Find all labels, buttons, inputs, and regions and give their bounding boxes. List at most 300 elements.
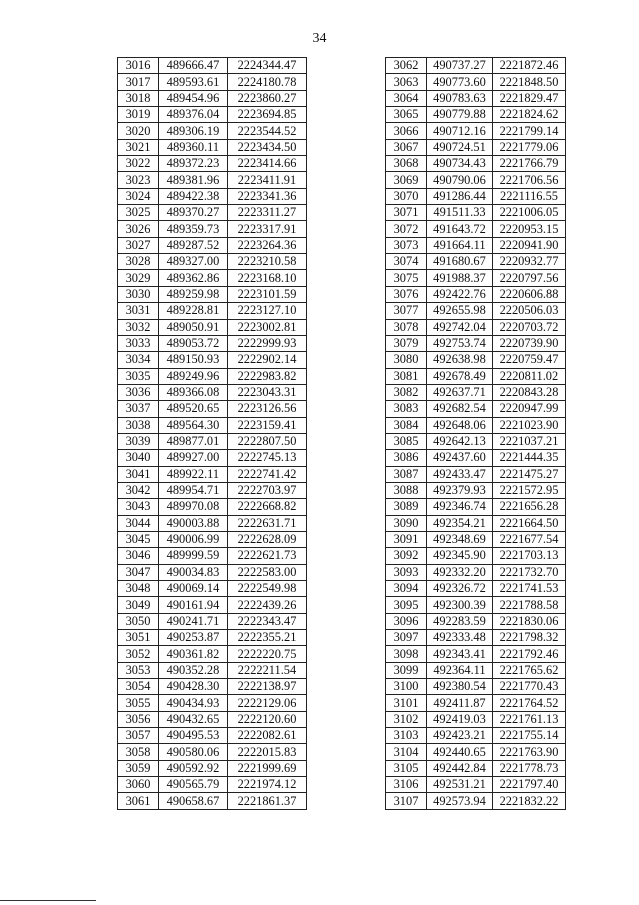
table-row [386,793,566,809]
y-coordinate-cell: 2223317.91 [228,221,307,237]
table-row [386,221,566,237]
x-coordinate-cell: 489954.71 [159,482,228,498]
table-row [118,630,307,646]
table-row [118,728,307,744]
table-row [118,711,307,727]
x-coordinate-cell: 492379.93 [427,482,493,498]
table-row [118,760,307,776]
y-coordinate-cell: 2222983.82 [228,368,307,384]
table-row [118,662,307,678]
y-coordinate-cell: 2222549.98 [228,581,307,597]
y-coordinate-cell: 2220953.15 [493,221,566,237]
x-coordinate-cell: 490034.83 [159,564,228,580]
x-coordinate-cell: 491286.44 [427,188,493,204]
point-number-cell: 3081 [386,368,427,384]
x-coordinate-cell: 489228.81 [159,303,228,319]
point-number-cell: 3059 [118,760,159,776]
table-row [118,777,307,793]
point-number-cell: 3066 [386,123,427,139]
y-coordinate-cell: 2222138.97 [228,679,307,695]
point-number-cell: 3057 [118,728,159,744]
x-coordinate-cell: 492442.84 [427,760,493,776]
y-coordinate-cell: 2221829.47 [493,90,566,106]
point-number-cell: 3074 [386,254,427,270]
y-coordinate-cell: 2222439.26 [228,597,307,613]
point-number-cell: 3089 [386,499,427,515]
point-number-cell: 3018 [118,90,159,106]
x-coordinate-cell: 490790.06 [427,172,493,188]
point-number-cell: 3071 [386,205,427,221]
y-coordinate-cell: 2222082.61 [228,728,307,744]
point-number-cell: 3094 [386,581,427,597]
table-row [118,270,307,286]
point-number-cell: 3030 [118,286,159,302]
table-row [386,156,566,172]
point-number-cell: 3088 [386,482,427,498]
table-row [118,335,307,351]
table-row [386,450,566,466]
point-number-cell: 3093 [386,564,427,580]
point-number-cell: 3041 [118,466,159,482]
point-number-cell: 3086 [386,450,427,466]
point-number-cell: 3063 [386,74,427,90]
y-coordinate-cell: 2221703.13 [493,548,566,564]
y-coordinate-cell: 2221444.35 [493,450,566,466]
x-coordinate-cell: 492742.04 [427,319,493,335]
y-coordinate-cell: 2220759.47 [493,352,566,368]
y-coordinate-cell: 2223411.91 [228,172,307,188]
y-coordinate-cell: 2221706.56 [493,172,566,188]
table-row [386,352,566,368]
y-coordinate-cell: 2221732.70 [493,564,566,580]
y-coordinate-cell: 2221872.46 [493,58,566,74]
point-number-cell: 3084 [386,417,427,433]
point-number-cell: 3038 [118,417,159,433]
point-number-cell: 3080 [386,352,427,368]
x-coordinate-cell: 490428.30 [159,679,228,695]
y-coordinate-cell: 2222355.21 [228,630,307,646]
point-number-cell: 3052 [118,646,159,662]
point-number-cell: 3058 [118,744,159,760]
x-coordinate-cell: 489327.00 [159,254,228,270]
point-number-cell: 3070 [386,188,427,204]
point-number-cell: 3028 [118,254,159,270]
table-row [386,597,566,613]
x-coordinate-cell: 490580.06 [159,744,228,760]
x-coordinate-cell: 492326.72 [427,581,493,597]
point-number-cell: 3029 [118,270,159,286]
x-coordinate-cell: 489927.00 [159,450,228,466]
table-row [386,581,566,597]
y-coordinate-cell: 2220811.02 [493,368,566,384]
x-coordinate-cell: 490773.60 [427,74,493,90]
point-number-cell: 3026 [118,221,159,237]
y-coordinate-cell: 2223159.41 [228,417,307,433]
point-number-cell: 3056 [118,711,159,727]
x-coordinate-cell: 490734.43 [427,156,493,172]
table-row [118,613,307,629]
x-coordinate-cell: 492638.98 [427,352,493,368]
y-coordinate-cell: 2221656.28 [493,499,566,515]
x-coordinate-cell: 489454.96 [159,90,228,106]
point-number-cell: 3042 [118,482,159,498]
point-number-cell: 3050 [118,613,159,629]
y-coordinate-cell: 2220947.99 [493,401,566,417]
point-number-cell: 3027 [118,237,159,253]
point-number-cell: 3060 [118,777,159,793]
point-number-cell: 3062 [386,58,427,74]
point-number-cell: 3102 [386,711,427,727]
point-number-cell: 3079 [386,335,427,351]
x-coordinate-cell: 492682.54 [427,401,493,417]
x-coordinate-cell: 489372.23 [159,156,228,172]
y-coordinate-cell: 2221788.58 [493,597,566,613]
y-coordinate-cell: 2224180.78 [228,74,307,90]
x-coordinate-cell: 489520.65 [159,401,228,417]
table-row [118,466,307,482]
y-coordinate-cell: 2223434.50 [228,139,307,155]
table-row [386,711,566,727]
table-row [118,531,307,547]
y-coordinate-cell: 2222703.97 [228,482,307,498]
table-row [118,156,307,172]
table-row [386,270,566,286]
point-number-cell: 3019 [118,107,159,123]
coordinates-table-right [385,57,566,810]
y-coordinate-cell: 2223002.81 [228,319,307,335]
x-coordinate-cell: 491643.72 [427,221,493,237]
x-coordinate-cell: 492332.20 [427,564,493,580]
x-coordinate-cell: 492678.49 [427,368,493,384]
y-coordinate-cell: 2223544.52 [228,123,307,139]
table-row [386,384,566,400]
x-coordinate-cell: 489249.96 [159,368,228,384]
table-row [118,450,307,466]
point-number-cell: 3033 [118,335,159,351]
y-coordinate-cell: 2222668.82 [228,499,307,515]
point-number-cell: 3082 [386,384,427,400]
y-coordinate-cell: 2221779.06 [493,139,566,155]
point-number-cell: 3065 [386,107,427,123]
x-coordinate-cell: 492346.74 [427,499,493,515]
x-coordinate-cell: 492637.71 [427,384,493,400]
x-coordinate-cell: 490003.88 [159,515,228,531]
point-number-cell: 3092 [386,548,427,564]
x-coordinate-cell: 489422.38 [159,188,228,204]
point-number-cell: 3020 [118,123,159,139]
x-coordinate-cell: 489053.72 [159,335,228,351]
y-coordinate-cell: 2223414.66 [228,156,307,172]
y-coordinate-cell: 2221006.05 [493,205,566,221]
table-row [118,499,307,515]
page-number: 34 [312,31,327,46]
table-row [118,237,307,253]
x-coordinate-cell: 491664.11 [427,237,493,253]
table-row [118,205,307,221]
y-coordinate-cell: 2222015.83 [228,744,307,760]
x-coordinate-cell: 490434.93 [159,695,228,711]
x-coordinate-cell: 492433.47 [427,466,493,482]
table-row [386,172,566,188]
x-coordinate-cell: 489666.47 [159,58,228,74]
table-row [118,744,307,760]
y-coordinate-cell: 2221798.32 [493,630,566,646]
table-row [118,384,307,400]
table-row [386,205,566,221]
y-coordinate-cell: 2223264.36 [228,237,307,253]
table-row [118,107,307,123]
coordinates-table-left [117,57,307,810]
y-coordinate-cell: 2221764.52 [493,695,566,711]
x-coordinate-cell: 489999.59 [159,548,228,564]
x-coordinate-cell: 492364.11 [427,662,493,678]
x-coordinate-cell: 490352.28 [159,662,228,678]
point-number-cell: 3068 [386,156,427,172]
x-coordinate-cell: 492411.87 [427,695,493,711]
x-coordinate-cell: 491988.37 [427,270,493,286]
y-coordinate-cell: 2223860.27 [228,90,307,106]
table-row [118,90,307,106]
table-row [386,760,566,776]
point-number-cell: 3101 [386,695,427,711]
x-coordinate-cell: 489564.30 [159,417,228,433]
x-coordinate-cell: 490592.92 [159,760,228,776]
x-coordinate-cell: 489877.01 [159,433,228,449]
x-coordinate-cell: 489370.27 [159,205,228,221]
y-coordinate-cell: 2221778.73 [493,760,566,776]
table-row [386,695,566,711]
y-coordinate-cell: 2221792.46 [493,646,566,662]
y-coordinate-cell: 2223127.10 [228,303,307,319]
x-coordinate-cell: 490783.63 [427,90,493,106]
table-row [118,793,307,809]
x-coordinate-cell: 492345.90 [427,548,493,564]
table-row [118,123,307,139]
table-row [118,548,307,564]
y-coordinate-cell: 2221116.55 [493,188,566,204]
point-number-cell: 3067 [386,139,427,155]
point-number-cell: 3076 [386,286,427,302]
y-coordinate-cell: 2221765.62 [493,662,566,678]
x-coordinate-cell: 489362.86 [159,270,228,286]
x-coordinate-cell: 489366.08 [159,384,228,400]
x-coordinate-cell: 489376.04 [159,107,228,123]
table-row [386,515,566,531]
table-row [118,417,307,433]
point-number-cell: 3090 [386,515,427,531]
x-coordinate-cell: 489593.61 [159,74,228,90]
point-number-cell: 3037 [118,401,159,417]
point-number-cell: 3017 [118,74,159,90]
point-number-cell: 3054 [118,679,159,695]
point-number-cell: 3035 [118,368,159,384]
y-coordinate-cell: 2220739.90 [493,335,566,351]
point-number-cell: 3021 [118,139,159,155]
table-row [118,74,307,90]
table-row [118,172,307,188]
table-row [386,254,566,270]
y-coordinate-cell: 2221799.14 [493,123,566,139]
y-coordinate-cell: 2221797.40 [493,777,566,793]
x-coordinate-cell: 492380.54 [427,679,493,695]
y-coordinate-cell: 2224344.47 [228,58,307,74]
point-number-cell: 3053 [118,662,159,678]
table-row [386,368,566,384]
x-coordinate-cell: 492283.59 [427,613,493,629]
x-coordinate-cell: 489150.93 [159,352,228,368]
y-coordinate-cell: 2220941.90 [493,237,566,253]
table-row [386,58,566,74]
table-row [118,515,307,531]
table-row [118,581,307,597]
point-number-cell: 3016 [118,58,159,74]
point-number-cell: 3103 [386,728,427,744]
x-coordinate-cell: 489287.52 [159,237,228,253]
x-coordinate-cell: 490361.82 [159,646,228,662]
point-number-cell: 3061 [118,793,159,809]
point-number-cell: 3046 [118,548,159,564]
table-row [386,613,566,629]
table-row [386,531,566,547]
point-number-cell: 3083 [386,401,427,417]
x-coordinate-cell: 492437.60 [427,450,493,466]
y-coordinate-cell: 2222621.73 [228,548,307,564]
x-coordinate-cell: 492440.65 [427,744,493,760]
y-coordinate-cell: 2220606.88 [493,286,566,302]
table-row [118,368,307,384]
table-row [118,679,307,695]
table-row [386,286,566,302]
y-coordinate-cell: 2221832.22 [493,793,566,809]
y-coordinate-cell: 2222902.14 [228,352,307,368]
y-coordinate-cell: 2221761.13 [493,711,566,727]
y-coordinate-cell: 2220797.56 [493,270,566,286]
table-row [386,90,566,106]
y-coordinate-cell: 2223694.85 [228,107,307,123]
table-row [386,319,566,335]
point-number-cell: 3032 [118,319,159,335]
y-coordinate-cell: 2222220.75 [228,646,307,662]
point-number-cell: 3039 [118,433,159,449]
table-row [386,646,566,662]
x-coordinate-cell: 489381.96 [159,172,228,188]
table-row [118,319,307,335]
y-coordinate-cell: 2221741.53 [493,581,566,597]
y-coordinate-cell: 2220506.03 [493,303,566,319]
x-coordinate-cell: 492343.41 [427,646,493,662]
y-coordinate-cell: 2221830.06 [493,613,566,629]
table-row [386,139,566,155]
point-number-cell: 3087 [386,466,427,482]
x-coordinate-cell: 492531.21 [427,777,493,793]
table-row [386,188,566,204]
y-coordinate-cell: 2221999.69 [228,760,307,776]
table-row [386,744,566,760]
y-coordinate-cell: 2221763.90 [493,744,566,760]
table-row [118,286,307,302]
point-number-cell: 3024 [118,188,159,204]
y-coordinate-cell: 2223341.36 [228,188,307,204]
table-row [118,482,307,498]
table-row [386,401,566,417]
table-row [386,466,566,482]
point-number-cell: 3099 [386,662,427,678]
y-coordinate-cell: 2223168.10 [228,270,307,286]
y-coordinate-cell: 2221572.95 [493,482,566,498]
x-coordinate-cell: 490658.67 [159,793,228,809]
point-number-cell: 3044 [118,515,159,531]
y-coordinate-cell: 2221861.37 [228,793,307,809]
x-coordinate-cell: 490737.27 [427,58,493,74]
table-row [386,237,566,253]
point-number-cell: 3072 [386,221,427,237]
x-coordinate-cell: 492423.21 [427,728,493,744]
point-number-cell: 3023 [118,172,159,188]
x-coordinate-cell: 492354.21 [427,515,493,531]
point-number-cell: 3077 [386,303,427,319]
table-row [118,352,307,368]
table-row [386,335,566,351]
point-number-cell: 3031 [118,303,159,319]
table-row [118,597,307,613]
table-row [386,123,566,139]
table-row [118,695,307,711]
table-row [386,777,566,793]
x-coordinate-cell: 490724.51 [427,139,493,155]
y-coordinate-cell: 2222120.60 [228,711,307,727]
point-number-cell: 3096 [386,613,427,629]
table-row [118,139,307,155]
y-coordinate-cell: 2221664.50 [493,515,566,531]
point-number-cell: 3045 [118,531,159,547]
x-coordinate-cell: 492348.69 [427,531,493,547]
table-row [386,433,566,449]
y-coordinate-cell: 2222741.42 [228,466,307,482]
y-coordinate-cell: 2220843.28 [493,384,566,400]
y-coordinate-cell: 2223126.56 [228,401,307,417]
table-row [386,548,566,564]
point-number-cell: 3106 [386,777,427,793]
x-coordinate-cell: 492419.03 [427,711,493,727]
y-coordinate-cell: 2222807.50 [228,433,307,449]
x-coordinate-cell: 492655.98 [427,303,493,319]
x-coordinate-cell: 490006.99 [159,531,228,547]
point-number-cell: 3049 [118,597,159,613]
point-number-cell: 3091 [386,531,427,547]
table-row [386,499,566,515]
x-coordinate-cell: 492753.74 [427,335,493,351]
table-row [386,630,566,646]
table-row [386,662,566,678]
x-coordinate-cell: 491680.67 [427,254,493,270]
x-coordinate-cell: 490712.16 [427,123,493,139]
table-row [118,221,307,237]
point-number-cell: 3075 [386,270,427,286]
x-coordinate-cell: 489922.11 [159,466,228,482]
table-row [386,482,566,498]
table-row [386,107,566,123]
point-number-cell: 3034 [118,352,159,368]
point-number-cell: 3051 [118,630,159,646]
x-coordinate-cell: 489360.11 [159,139,228,155]
y-coordinate-cell: 2221770.43 [493,679,566,695]
table-row [386,564,566,580]
point-number-cell: 3047 [118,564,159,580]
table-row [118,401,307,417]
table-row [118,303,307,319]
point-number-cell: 3064 [386,90,427,106]
y-coordinate-cell: 2221475.27 [493,466,566,482]
